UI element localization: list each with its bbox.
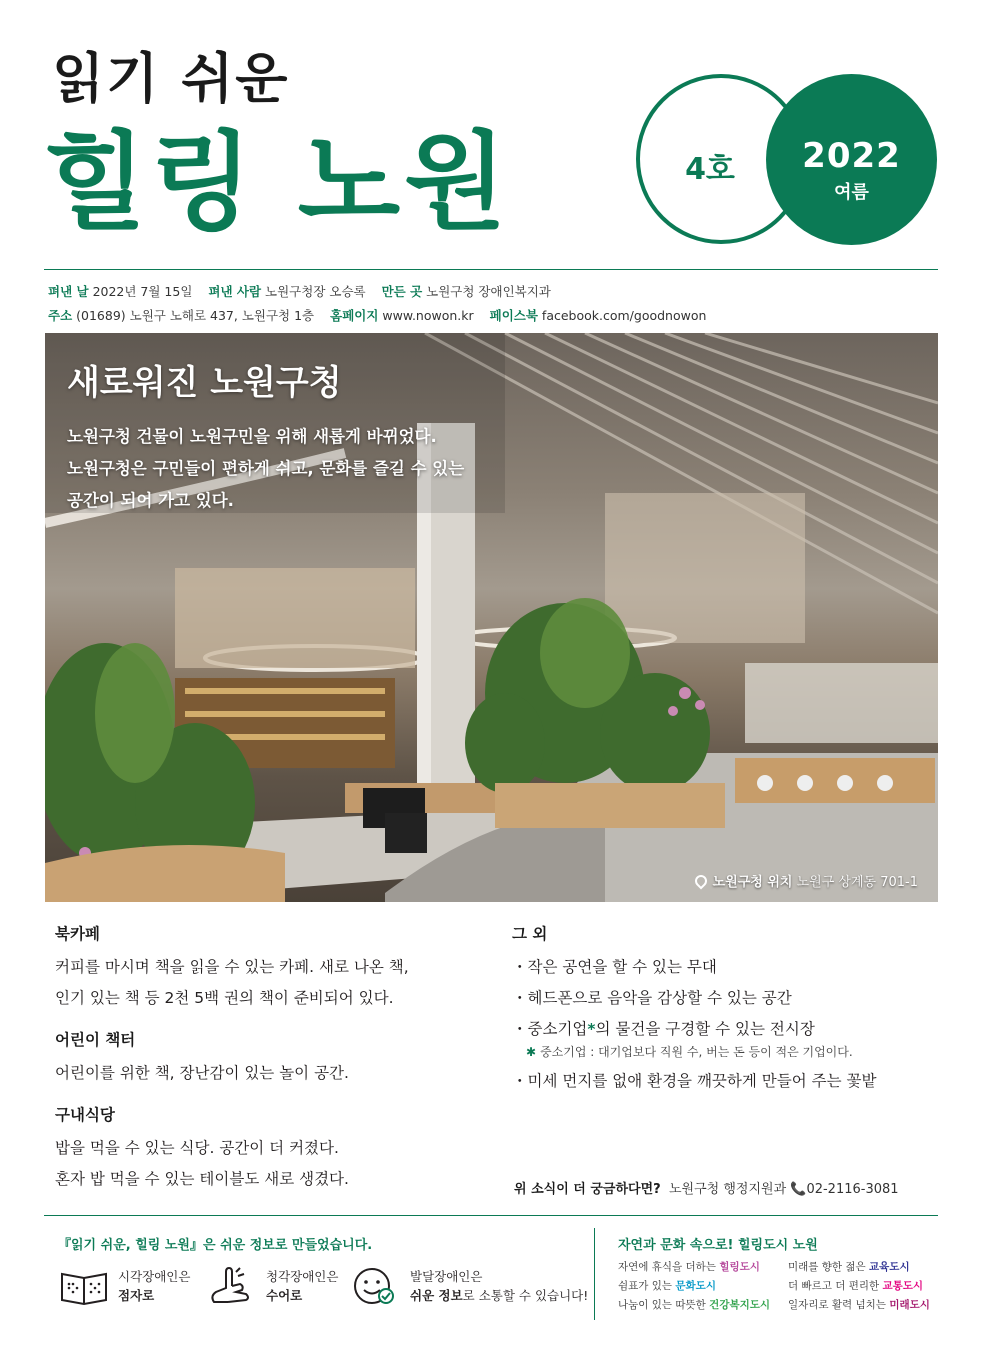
location-label: 노원구청 위치	[712, 875, 793, 890]
year-badge	[766, 74, 937, 245]
braille-book-icon	[60, 1266, 108, 1306]
homepage-link[interactable]: www.nowon.kr	[382, 308, 474, 323]
section-heading: 그 외	[512, 925, 548, 943]
section-cafeteria	[55, 1103, 475, 1195]
goal-item	[618, 1259, 788, 1276]
goal-item	[788, 1297, 948, 1314]
facility-sections	[55, 922, 475, 1209]
meta-value: 노원구청 장애인복지과	[426, 284, 551, 299]
notice-rest: 로 소통할 수 있습니다!	[462, 1288, 589, 1303]
masthead-title: 힐링 노원	[44, 121, 511, 244]
section-heading: 북카페	[55, 925, 100, 943]
goal-key: 미래도시	[889, 1299, 930, 1311]
list-item: ・ 헤드폰으로 음악을 감상할 수 있는 공간	[512, 983, 942, 1014]
meta-label: 홈페이지	[330, 308, 379, 323]
footnote	[526, 1043, 942, 1060]
braille-notice	[60, 1266, 190, 1306]
inquiry-label: 위 소식이 더 궁금하다면?	[514, 1182, 661, 1197]
meta-label: 주소	[48, 308, 73, 323]
goal-text: 자연에 휴식을 더하는	[618, 1261, 720, 1273]
goal-item	[618, 1297, 788, 1314]
meta-label: 만든 곳	[381, 284, 423, 299]
list-item	[512, 1014, 942, 1045]
city-vision-title: 자연과 문화 속으로! 힐링도시 노원	[618, 1238, 818, 1253]
accessibility-title: 『읽기 쉬운, 힐링 노원』은 쉬운 정보로 만들었습니다.	[58, 1238, 373, 1253]
contact-info	[48, 306, 706, 324]
other-facilities	[512, 922, 942, 1097]
goal-item	[618, 1278, 788, 1295]
meta-value: (01689) 노원구 노해로 437, 노원구청 1층	[76, 308, 315, 323]
goal-text: 쉼표가 있는	[618, 1280, 676, 1292]
location-value: 노원구 상계동 701-1	[796, 875, 918, 890]
section-book-cafe	[55, 922, 475, 1014]
section-heading: 구내식당	[55, 1106, 115, 1124]
phone-icon: 📞	[790, 1182, 807, 1197]
goal-text: 더 빠르고 더 편리한	[788, 1280, 883, 1292]
city-goals	[618, 1259, 948, 1314]
hero-description-line: 노원구청은 구민들이 편하게 쉬고, 문화를 즐길 수 있는	[67, 459, 465, 478]
issue-year: 2022	[802, 136, 901, 176]
sme-term: 중소기업	[527, 1020, 588, 1038]
list-item: ・ 미세 먼지를 없애 환경을 깨끗하게 만들어 주는 꽃밭	[512, 1066, 942, 1097]
footer-divider	[44, 1215, 938, 1216]
hero-photo	[45, 333, 938, 902]
goal-key: 교통도시	[882, 1280, 924, 1292]
sign-language-icon	[208, 1266, 256, 1306]
sme-rest: 의 물건을 구경할 수 있는 전시장	[595, 1020, 815, 1038]
meta-label: 펴낸 날	[48, 284, 89, 299]
notice-line: 발달장애인은	[410, 1269, 483, 1284]
section-kids-library	[55, 1028, 475, 1089]
section-line: 혼자 밥 먹을 수 있는 테이블도 새로 생겼다.	[55, 1170, 349, 1188]
goal-text: 미래를 향한 젊은	[788, 1261, 870, 1273]
sign-language-notice	[208, 1266, 338, 1306]
goal-key: 교육도시	[869, 1261, 910, 1273]
lobby-illustration	[45, 333, 938, 902]
goal-key: 건강복지도시	[709, 1299, 771, 1311]
easy-read-notice	[352, 1266, 588, 1306]
hero-description	[67, 421, 464, 517]
section-line: 밥을 먹을 수 있는 식당. 공간이 더 커졌다.	[55, 1139, 339, 1157]
notice-bold: 쉬운 정보	[410, 1288, 463, 1303]
goal-item	[788, 1278, 948, 1295]
hero-description-line: 노원구청 건물이 노원구민을 위해 새롭게 바뀌었다.	[67, 427, 437, 446]
footer-separator	[594, 1228, 595, 1320]
section-line: 인기 있는 책 등 2천 5백 권의 책이 준비되어 있다.	[55, 989, 394, 1007]
section-line: 어린이를 위한 책, 장난감이 있는 놀이 공간.	[55, 1064, 349, 1082]
hero-title: 새로워진 노원구청	[67, 363, 342, 403]
notice-bold: 수어로	[266, 1288, 303, 1303]
header-divider	[44, 269, 938, 270]
meta-value: 2022년 7월 15일	[92, 284, 193, 299]
meta-label: 페이스북	[489, 308, 538, 323]
hero-description-line: 공간이 되어 가고 있다.	[67, 491, 234, 510]
goal-text: 나눔이 있는 따뜻한	[618, 1299, 710, 1311]
issue-season: 여름	[834, 182, 869, 203]
footnote-marker: *	[587, 1020, 596, 1038]
masthead-subtitle: 읽기 쉬운	[52, 47, 290, 110]
section-line: 커피를 마시며 책을 읽을 수 있는 카페. 새로 나온 책,	[55, 958, 409, 976]
issue-number: 4호	[685, 152, 735, 187]
goal-key: 문화도시	[675, 1280, 716, 1292]
inquiry-contact	[514, 1178, 899, 1197]
inquiry-phone[interactable]: 02-2116-3081	[806, 1182, 899, 1197]
location-caption	[695, 871, 918, 890]
location-pin-icon	[692, 873, 709, 890]
list-item: ・ 작은 공연을 할 수 있는 무대	[512, 952, 942, 983]
meta-value: 노원구청장 오승록	[265, 284, 366, 299]
meta-label: 펴낸 사람	[208, 284, 262, 299]
footnote-text: 중소기업 : 대기업보다 직원 수, 버는 돈 등이 적은 기업이다.	[540, 1045, 853, 1059]
notice-line: 시각장애인은	[118, 1269, 191, 1284]
notice-bold: 점자로	[118, 1288, 155, 1303]
inquiry-dept: 노원구청 행정지원과	[668, 1182, 787, 1197]
asterisk-icon: ✱	[526, 1045, 537, 1059]
publication-info	[48, 282, 551, 300]
goal-key: 힐링도시	[719, 1261, 760, 1273]
facebook-link[interactable]: facebook.com/goodnowon	[541, 308, 707, 323]
smiley-icon	[352, 1266, 400, 1306]
goal-item	[788, 1259, 948, 1276]
goal-text: 일자리로 활력 넘치는	[788, 1299, 890, 1311]
notice-line: 청각장애인은	[266, 1269, 339, 1284]
section-heading: 어린이 책터	[55, 1031, 136, 1049]
